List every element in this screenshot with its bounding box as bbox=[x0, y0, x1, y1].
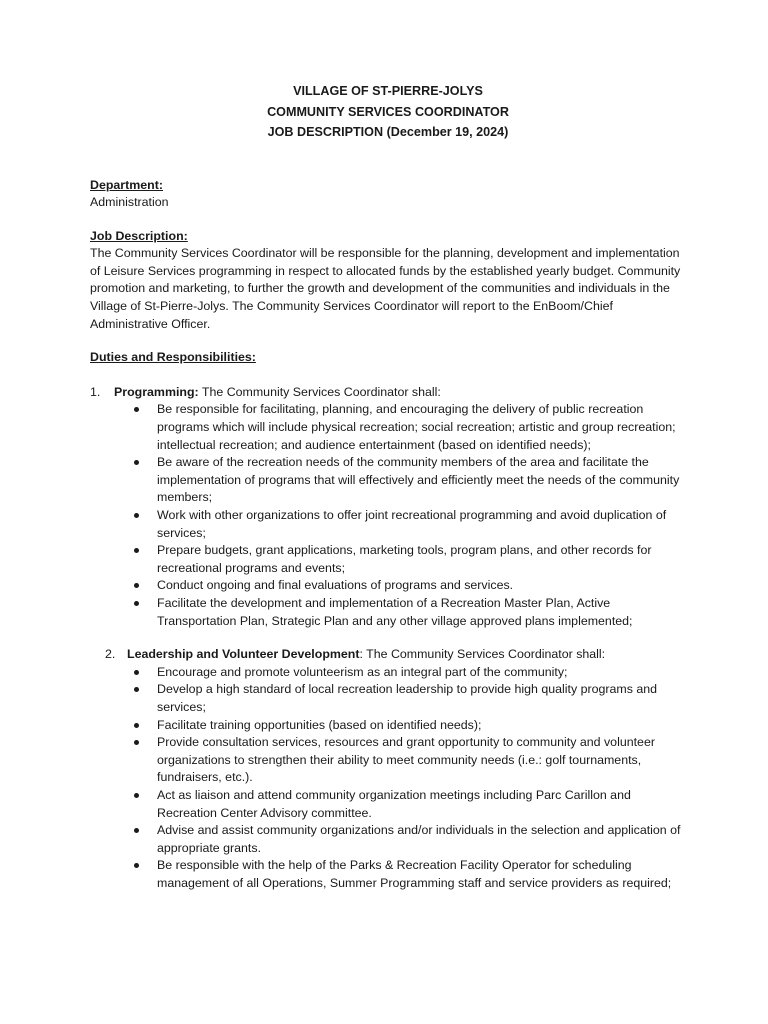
bullet-icon bbox=[134, 407, 139, 412]
list-item-text: Work with other organizations to offer joint recreational programming and avoid duplication of services; bbox=[157, 508, 667, 540]
job-description-label: Job Description: bbox=[90, 228, 188, 243]
department-section bbox=[90, 177, 690, 212]
list-item bbox=[157, 595, 690, 630]
duties-list bbox=[90, 384, 690, 893]
list-item bbox=[157, 454, 690, 507]
duties-section bbox=[90, 349, 690, 892]
duty-section-programming bbox=[90, 384, 690, 630]
list-item-text: Prepare budgets, grant applications, marketing tools, program plans, and other records for recreational programs and events; bbox=[157, 543, 652, 575]
department-value: Administration bbox=[90, 195, 169, 210]
duty-bullet-list bbox=[90, 664, 690, 893]
list-item-text: Provide consultation services, resources and grant opportunity to community and volunteer organizations to strengthen their ability to meet community needs (i.e.: golf tournaments, fundraisers, etc.). bbox=[157, 735, 655, 785]
list-item bbox=[157, 734, 690, 787]
department-label: Department: bbox=[90, 177, 163, 192]
list-item bbox=[157, 664, 690, 682]
bullet-icon bbox=[134, 863, 139, 868]
list-item-text: Be responsible with the help of the Parks & Recreation Facility Operator for scheduling management of all Operations, Summer Programming staff and service providers as required; bbox=[157, 858, 672, 890]
list-item bbox=[157, 401, 690, 454]
list-item bbox=[157, 822, 690, 857]
list-item-text: Be responsible for facilitating, planning, and encouraging the delivery of public recreation programs which will include physical recreation; social recreation; artistic and group recreation; intellectual recreation; and audience entertainment (based on identified needs); bbox=[157, 402, 676, 452]
list-item bbox=[157, 681, 690, 716]
bullet-icon bbox=[134, 670, 139, 675]
title-line-doc-date: JOB DESCRIPTION (December 19, 2024) bbox=[267, 125, 509, 139]
document-page bbox=[90, 81, 690, 892]
duty-bullet-list bbox=[90, 401, 690, 630]
duty-section-intro: : The Community Services Coordinator shall: bbox=[359, 647, 606, 662]
bullet-icon bbox=[134, 548, 139, 553]
bullet-icon bbox=[134, 723, 139, 728]
list-item-text: Conduct ongoing and final evaluations of programs and services. bbox=[157, 578, 514, 593]
list-item-text: Be aware of the recreation needs of the community members of the area and facilitate the implementation of programs that will effectively and efficiently meet the needs of the community members; bbox=[157, 455, 680, 505]
duty-section-title: Programming: bbox=[114, 384, 199, 399]
bullet-icon bbox=[134, 601, 139, 606]
list-item bbox=[157, 507, 690, 542]
duty-section-intro: The Community Services Coordinator shall: bbox=[198, 384, 441, 399]
duty-section-number: 2. bbox=[105, 647, 116, 662]
list-item-text: Develop a high standard of local recreation leadership to provide high quality programs and services; bbox=[157, 682, 658, 714]
duty-section-heading bbox=[114, 384, 690, 402]
list-item bbox=[157, 857, 690, 892]
list-item-text: Facilitate training opportunities (based on identified needs); bbox=[157, 717, 482, 732]
list-item-text: Encourage and promote volunteerism as an integral part of the community; bbox=[157, 664, 568, 679]
duty-section-leadership bbox=[90, 646, 690, 892]
duties-label: Duties and Responsibilities: bbox=[90, 350, 256, 365]
title-line-organization: VILLAGE OF ST-PIERRE-JOLYS bbox=[293, 84, 483, 98]
job-description-section bbox=[90, 228, 690, 334]
bullet-icon bbox=[134, 583, 139, 588]
bullet-icon bbox=[134, 513, 139, 518]
list-item-text: Act as liaison and attend community organization meetings including Parc Carillon and Recreation Center Advisory committee. bbox=[157, 787, 631, 820]
list-item-text: Advise and assist community organizations and/or individuals in the selection and application of appropriate grants. bbox=[157, 823, 681, 855]
duty-section-number: 1. bbox=[90, 384, 101, 399]
list-item bbox=[157, 717, 690, 735]
bullet-icon bbox=[134, 740, 139, 745]
document-title bbox=[86, 81, 690, 143]
bullet-icon bbox=[134, 793, 139, 798]
list-item bbox=[157, 787, 690, 822]
duty-section-heading bbox=[110, 646, 690, 664]
job-description-text: The Community Services Coordinator will be responsible for the planning, development and implementation of Leisure Services programming in respect to allocated funds by the established yearly budget. Community promotion and marketing, to further the growth and development of the communities and individuals in the Village of St-Pierre-Jolys. The Community Services Coordinator will report to the EnBoom/Chief Administrative Officer. bbox=[90, 246, 681, 331]
list-item bbox=[157, 577, 690, 595]
list-item bbox=[157, 542, 690, 577]
title-line-position: COMMUNITY SERVICES COORDINATOR bbox=[267, 104, 509, 119]
list-item-text: Facilitate the development and implementation of a Recreation Master Plan, Active Transportation Plan, Strategic Plan and any other village approved plans implemented; bbox=[157, 595, 633, 628]
bullet-icon bbox=[134, 460, 139, 465]
bullet-icon bbox=[134, 687, 139, 692]
duty-section-title: Leadership and Volunteer Development bbox=[127, 647, 360, 662]
bullet-icon bbox=[134, 828, 139, 833]
